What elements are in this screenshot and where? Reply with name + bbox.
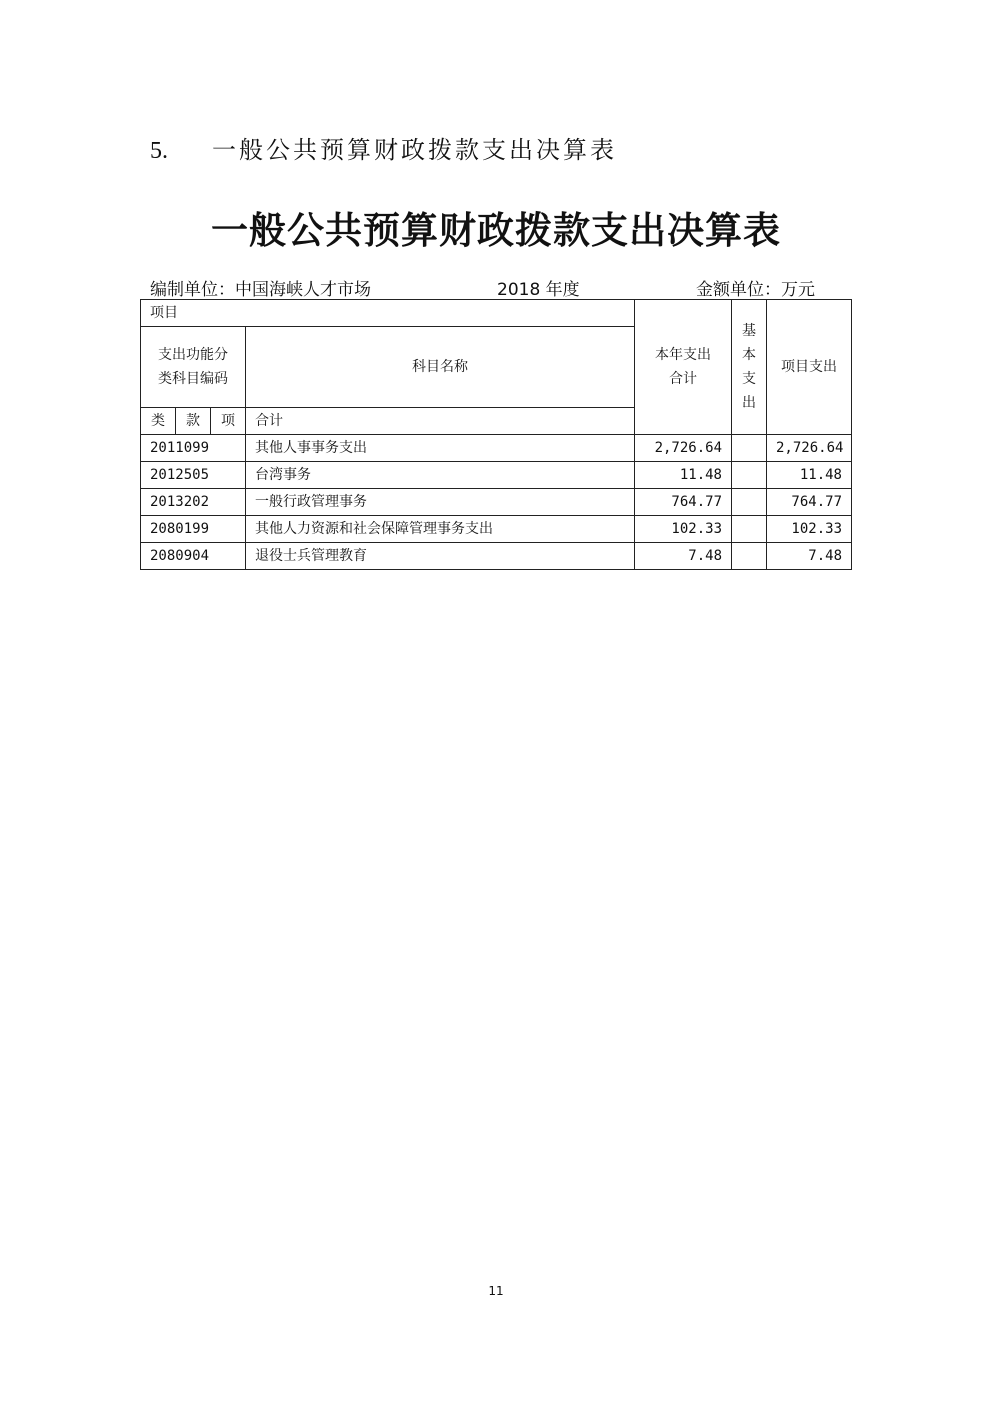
row-total: 764.77 [635, 489, 732, 516]
row-name: 一般行政管理事务 [246, 489, 635, 516]
row-total: 7.48 [635, 543, 732, 570]
header-xiang: 项 [211, 408, 246, 435]
table-row [141, 489, 852, 516]
row-project: 764.77 [767, 489, 852, 516]
header-project-expenditure: 项目支出 [767, 300, 852, 435]
total-label: 合计 [246, 408, 635, 435]
meta-row [150, 275, 830, 299]
row-code: 2013202 [141, 489, 246, 516]
expenditure-table [140, 299, 852, 570]
row-basic [732, 516, 767, 543]
header-lei: 类 [141, 408, 176, 435]
header-total: 本年支出 合计 [635, 300, 732, 435]
section-heading [150, 130, 617, 165]
row-name: 其他人事事务支出 [246, 435, 635, 462]
section-title: 一般公共预算财政拨款支出决算表 [212, 136, 617, 164]
table-row [141, 543, 852, 570]
row-basic [732, 543, 767, 570]
amount-unit: 金额单位：万元 [696, 280, 815, 300]
header-basic: 基 本 支 出 [732, 300, 767, 435]
document-title: 一般公共预算财政拨款支出决算表 [211, 209, 781, 252]
header-code: 支出功能分 类科目编码 [141, 327, 246, 408]
row-project: 11.48 [767, 462, 852, 489]
header-name: 科目名称 [246, 327, 635, 408]
row-name: 其他人力资源和社会保障管理事务支出 [246, 516, 635, 543]
row-code: 2011099 [141, 435, 246, 462]
section-number: 5. [150, 138, 168, 164]
row-project: 7.48 [767, 543, 852, 570]
header-row-1 [141, 300, 852, 327]
row-project: 2,726.64 [767, 435, 852, 462]
row-code: 2080904 [141, 543, 246, 570]
table-row [141, 516, 852, 543]
compiling-unit: 编制单位：中国海峡人才市场 [150, 280, 371, 300]
fiscal-year: 2018 年度 [497, 280, 580, 300]
row-code: 2080199 [141, 516, 246, 543]
row-name: 退役士兵管理教育 [246, 543, 635, 570]
row-basic [732, 489, 767, 516]
page-number: 11 [488, 1284, 504, 1298]
row-total: 11.48 [635, 462, 732, 489]
row-basic [732, 462, 767, 489]
row-total: 2,726.64 [635, 435, 732, 462]
row-name: 台湾事务 [246, 462, 635, 489]
table-row [141, 435, 852, 462]
row-total: 102.33 [635, 516, 732, 543]
table-row [141, 462, 852, 489]
row-basic [732, 435, 767, 462]
header-kuan: 款 [176, 408, 211, 435]
row-project: 102.33 [767, 516, 852, 543]
row-code: 2012505 [141, 462, 246, 489]
header-project: 项目 [141, 300, 635, 327]
